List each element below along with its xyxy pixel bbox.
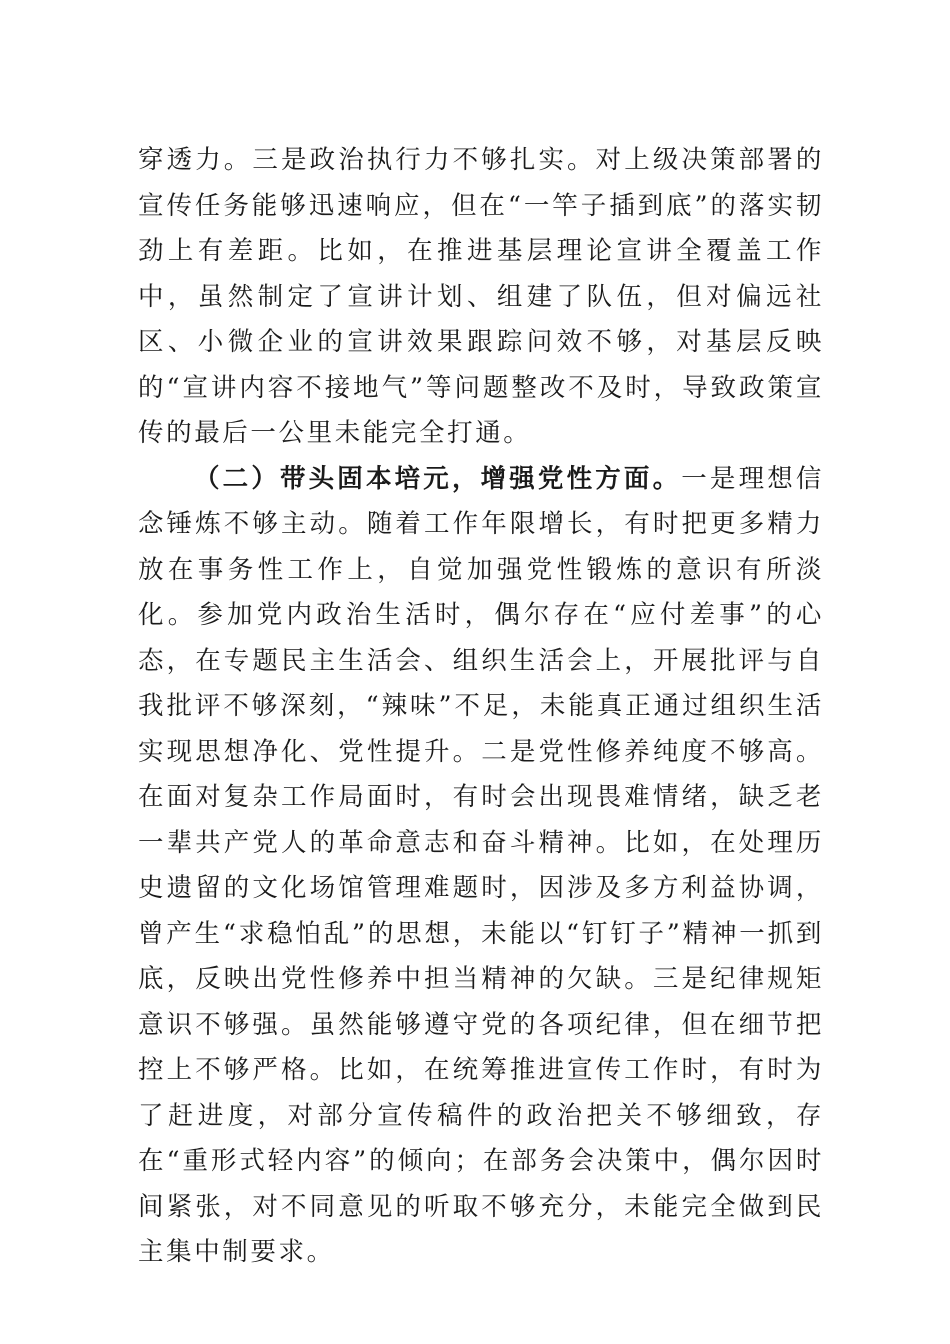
paragraph-2 — [138, 457, 824, 1276]
document-body — [138, 138, 824, 1276]
paragraph-2-text: 一是理想信念锤炼不够主动。随着工作年限增长，有时把更多精力放在事务性工作上，自觉加强党性锻炼的意识有所淡化。参加党内政治生活时，偶尔存在“应付差事”的心态，在专题民主生活会、组织生活会上，开展批评与自我批评不够深刻，“辣味”不足，未能真正通过组织生活实现思想净化、党性提升。二是党性修养纯度不够高。在面对复杂工作局面时，有时会出现畏难情绪，缺乏老一辈共产党人的革命意志和奋斗精神。比如，在处理历史遗留的文化场馆管理难题时，因涉及多方利益协调，曾产生“求稳怕乱”的思想，未能以“钉钉子”精神一抓到底，反映出党性修养中担当精神的欠缺。三是纪律规矩意识不够强。虽然能够遵守党的各项纪律，但在细节把控上不够严格。比如，在统筹推进宣传工作时，有时为了赶进度，对部分宣传稿件的政治把关不够细致，存在“重形式轻内容”的倾向；在部务会决策中，偶尔因时间紧张，对不同意见的听取不够充分，未能完全做到民主集中制要求。 — [138, 463, 824, 1267]
paragraph-1 — [138, 138, 824, 457]
section-heading: （二）带头固本培元，增强党性方面。 — [194, 463, 682, 494]
paragraph-1-text: 穿透力。三是政治执行力不够扎实。对上级决策部署的宣传任务能够迅速响应，但在“一竿子插到底”的落实韧劲上有差距。比如，在推进基层理论宣讲全覆盖工作中，虽然制定了宣讲计划、组建了队伍，但对偏远社区、小微企业的宣讲效果跟踪问效不够，对基层反映的“宣讲内容不接地气”等问题整改不及时，导致政策宣传的最后一公里未能完全打通。 — [138, 145, 824, 448]
